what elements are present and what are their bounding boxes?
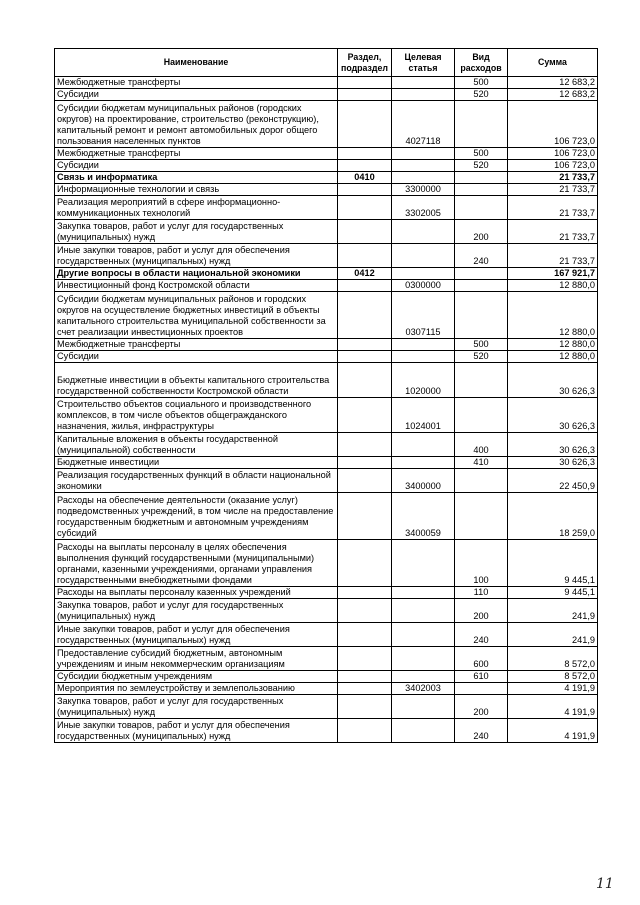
cell-expense: 400 (455, 433, 508, 457)
cell-target (392, 172, 455, 184)
header-expense: Вид расходов (455, 49, 508, 77)
cell-expense: 610 (455, 671, 508, 683)
cell-name: Иные закупки товаров, работ и услуг для обеспечения государственных (муниципальных) нужд (55, 719, 338, 743)
cell-sum: 12 683,2 (508, 89, 598, 101)
cell-sum: 4 191,9 (508, 695, 598, 719)
cell-section (338, 623, 392, 647)
cell-name: Реализация государственных функций в области национальной экономики (55, 469, 338, 493)
cell-sum: 12 880,0 (508, 280, 598, 292)
cell-target: 3400059 (392, 493, 455, 540)
cell-name: Субсидии бюджетным учреждениям (55, 671, 338, 683)
cell-target: 4027118 (392, 101, 455, 148)
table-row (55, 493, 598, 540)
cell-section (338, 220, 392, 244)
cell-expense (455, 172, 508, 184)
cell-target (392, 148, 455, 160)
header-section: Раздел, подраздел (338, 49, 392, 77)
table-row (55, 184, 598, 196)
table-row (55, 280, 598, 292)
cell-sum: 12 880,0 (508, 351, 598, 363)
cell-section (338, 101, 392, 148)
cell-section (338, 433, 392, 457)
cell-name: Субсидии (55, 89, 338, 101)
cell-section (338, 469, 392, 493)
cell-name: Другие вопросы в области национальной экономики (55, 268, 338, 280)
table-row (55, 244, 598, 268)
cell-name: Информационные технологии и связь (55, 184, 338, 196)
cell-name: Инвестиционный фонд Костромской области (55, 280, 338, 292)
cell-expense (455, 101, 508, 148)
cell-sum: 106 723,0 (508, 101, 598, 148)
cell-sum: 30 626,3 (508, 433, 598, 457)
cell-name: Межбюджетные трансферты (55, 148, 338, 160)
cell-expense: 520 (455, 351, 508, 363)
cell-name: Межбюджетные трансферты (55, 339, 338, 351)
cell-sum: 167 921,7 (508, 268, 598, 280)
table-row (55, 172, 598, 184)
header-name: Наименование (55, 49, 338, 77)
cell-name: Предоставление субсидий бюджетным, автономным учреждениям и иным некоммерческим организациям (55, 647, 338, 671)
cell-sum: 30 626,3 (508, 363, 598, 398)
table-row (55, 647, 598, 671)
cell-sum: 12 880,0 (508, 292, 598, 339)
cell-section (338, 77, 392, 89)
cell-name: Субсидии бюджетам муниципальных районов (городских округов) на проектирование, строительство (реконструкцию), капитальный ремонт и ремонт автомобильных дорог общего пользования населенных пунктов (55, 101, 338, 148)
cell-section (338, 683, 392, 695)
cell-expense: 200 (455, 695, 508, 719)
cell-name: Капитальные вложения в объекты государственной (муниципальной) собственности (55, 433, 338, 457)
header-sum: Сумма (508, 49, 598, 77)
table-row (55, 351, 598, 363)
cell-expense (455, 683, 508, 695)
cell-sum: 106 723,0 (508, 160, 598, 172)
cell-expense: 500 (455, 77, 508, 89)
cell-sum: 241,9 (508, 623, 598, 647)
cell-name: Расходы на выплаты персоналу казенных учреждений (55, 587, 338, 599)
cell-expense (455, 469, 508, 493)
table-header-row (55, 49, 598, 77)
cell-expense (455, 363, 508, 398)
cell-expense (455, 268, 508, 280)
cell-section (338, 89, 392, 101)
cell-target: 0307115 (392, 292, 455, 339)
cell-name: Бюджетные инвестиции в объекты капитального строительства государственной собственности Костромской области (55, 363, 338, 398)
cell-sum: 21 733,7 (508, 196, 598, 220)
cell-target (392, 339, 455, 351)
table-row (55, 469, 598, 493)
cell-target: 0300000 (392, 280, 455, 292)
cell-target (392, 599, 455, 623)
table-row (55, 196, 598, 220)
cell-target (392, 457, 455, 469)
cell-section (338, 160, 392, 172)
cell-section (338, 647, 392, 671)
cell-sum: 30 626,3 (508, 457, 598, 469)
table-row (55, 363, 598, 398)
cell-expense (455, 196, 508, 220)
cell-sum: 4 191,9 (508, 719, 598, 743)
cell-sum: 9 445,1 (508, 540, 598, 587)
cell-expense (455, 493, 508, 540)
cell-target (392, 647, 455, 671)
cell-target (392, 719, 455, 743)
cell-name: Иные закупки товаров, работ и услуг для обеспечения государственных (муниципальных) нужд (55, 244, 338, 268)
cell-target (392, 244, 455, 268)
table-row (55, 587, 598, 599)
cell-target (392, 268, 455, 280)
cell-expense: 500 (455, 339, 508, 351)
cell-section (338, 292, 392, 339)
table-row (55, 599, 598, 623)
cell-expense: 520 (455, 89, 508, 101)
table-row (55, 623, 598, 647)
cell-expense: 520 (455, 160, 508, 172)
table-row (55, 160, 598, 172)
cell-expense (455, 398, 508, 433)
cell-name: Субсидии (55, 160, 338, 172)
table-row (55, 695, 598, 719)
cell-expense: 110 (455, 587, 508, 599)
cell-target (392, 351, 455, 363)
budget-table-sheet (54, 48, 597, 743)
cell-target (392, 77, 455, 89)
header-target: Целевая статья (392, 49, 455, 77)
cell-section (338, 719, 392, 743)
cell-section (338, 339, 392, 351)
table-row (55, 89, 598, 101)
table-row (55, 148, 598, 160)
table-row (55, 719, 598, 743)
cell-target: 3300000 (392, 184, 455, 196)
table-row (55, 292, 598, 339)
cell-sum: 106 723,0 (508, 148, 598, 160)
cell-expense: 200 (455, 220, 508, 244)
cell-expense: 240 (455, 623, 508, 647)
cell-name: Субсидии (55, 351, 338, 363)
cell-sum: 8 572,0 (508, 671, 598, 683)
page-number: 11 (596, 876, 614, 892)
cell-sum: 30 626,3 (508, 398, 598, 433)
cell-target (392, 220, 455, 244)
cell-name: Расходы на обеспечение деятельности (оказание услуг) подведомственных учреждений, в том числе на предоставление государственным бюджетным и автономным учреждениям субсидий (55, 493, 338, 540)
cell-expense (455, 292, 508, 339)
cell-section (338, 695, 392, 719)
cell-section (338, 363, 392, 398)
cell-name: Связь и информатика (55, 172, 338, 184)
cell-name: Закупка товаров, работ и услуг для государственных (муниципальных) нужд (55, 695, 338, 719)
cell-target: 3302005 (392, 196, 455, 220)
cell-name: Межбюджетные трансферты (55, 77, 338, 89)
cell-name: Строительство объектов социального и производственного комплексов, в том числе объектов общегражданского назначения, жилья, инфраструктуры (55, 398, 338, 433)
cell-target: 1024001 (392, 398, 455, 433)
cell-name: Бюджетные инвестиции (55, 457, 338, 469)
table-row (55, 268, 598, 280)
table-row (55, 433, 598, 457)
cell-sum: 18 259,0 (508, 493, 598, 540)
cell-section (338, 671, 392, 683)
cell-section: 0410 (338, 172, 392, 184)
cell-sum: 21 733,7 (508, 244, 598, 268)
cell-section (338, 196, 392, 220)
cell-target (392, 623, 455, 647)
cell-target (392, 433, 455, 457)
cell-expense: 500 (455, 148, 508, 160)
cell-sum: 8 572,0 (508, 647, 598, 671)
cell-name: Реализация мероприятий в сфере информационно-коммуникационных технологий (55, 196, 338, 220)
cell-target (392, 160, 455, 172)
cell-sum: 21 733,7 (508, 172, 598, 184)
cell-sum: 241,9 (508, 599, 598, 623)
cell-target (392, 695, 455, 719)
cell-target: 3402003 (392, 683, 455, 695)
cell-sum: 21 733,7 (508, 184, 598, 196)
cell-target (392, 540, 455, 587)
cell-name: Иные закупки товаров, работ и услуг для обеспечения государственных (муниципальных) нужд (55, 623, 338, 647)
cell-target (392, 671, 455, 683)
cell-section (338, 148, 392, 160)
cell-section: 0412 (338, 268, 392, 280)
cell-expense (455, 184, 508, 196)
cell-sum: 12 683,2 (508, 77, 598, 89)
table-row (55, 398, 598, 433)
cell-sum: 12 880,0 (508, 339, 598, 351)
cell-sum: 4 191,9 (508, 683, 598, 695)
cell-section (338, 540, 392, 587)
cell-section (338, 457, 392, 469)
cell-expense: 240 (455, 244, 508, 268)
table-row (55, 671, 598, 683)
cell-target (392, 587, 455, 599)
cell-target: 3400000 (392, 469, 455, 493)
cell-name: Закупка товаров, работ и услуг для государственных (муниципальных) нужд (55, 220, 338, 244)
cell-name: Мероприятия по землеустройству и землепользованию (55, 683, 338, 695)
cell-section (338, 244, 392, 268)
cell-section (338, 493, 392, 540)
cell-section (338, 351, 392, 363)
cell-expense (455, 280, 508, 292)
cell-section (338, 398, 392, 433)
cell-target (392, 89, 455, 101)
cell-section (338, 280, 392, 292)
cell-expense: 100 (455, 540, 508, 587)
table-body (55, 77, 598, 743)
cell-expense: 410 (455, 457, 508, 469)
cell-name: Закупка товаров, работ и услуг для государственных (муниципальных) нужд (55, 599, 338, 623)
cell-target: 1020000 (392, 363, 455, 398)
table-row (55, 457, 598, 469)
cell-sum: 22 450,9 (508, 469, 598, 493)
table-row (55, 683, 598, 695)
cell-name: Субсидии бюджетам муниципальных районов и городских округов на осуществление бюджетных инвестиций в объекты капитального строительства муниципальной собственности за счет реализации инвестиционных проектов (55, 292, 338, 339)
cell-name: Расходы на выплаты персоналу в целях обеспечения выполнения функций государственными (муниципальными) органами, казенными учреждениями, органами управления государственными внебюджетными фондами (55, 540, 338, 587)
cell-sum: 9 445,1 (508, 587, 598, 599)
cell-expense: 600 (455, 647, 508, 671)
cell-section (338, 587, 392, 599)
cell-sum: 21 733,7 (508, 220, 598, 244)
cell-expense: 240 (455, 719, 508, 743)
table-row (55, 77, 598, 89)
cell-expense: 200 (455, 599, 508, 623)
table-row (55, 339, 598, 351)
cell-section (338, 599, 392, 623)
table-row (55, 220, 598, 244)
table-row (55, 540, 598, 587)
table-row (55, 101, 598, 148)
cell-section (338, 184, 392, 196)
budget-table (54, 48, 598, 743)
